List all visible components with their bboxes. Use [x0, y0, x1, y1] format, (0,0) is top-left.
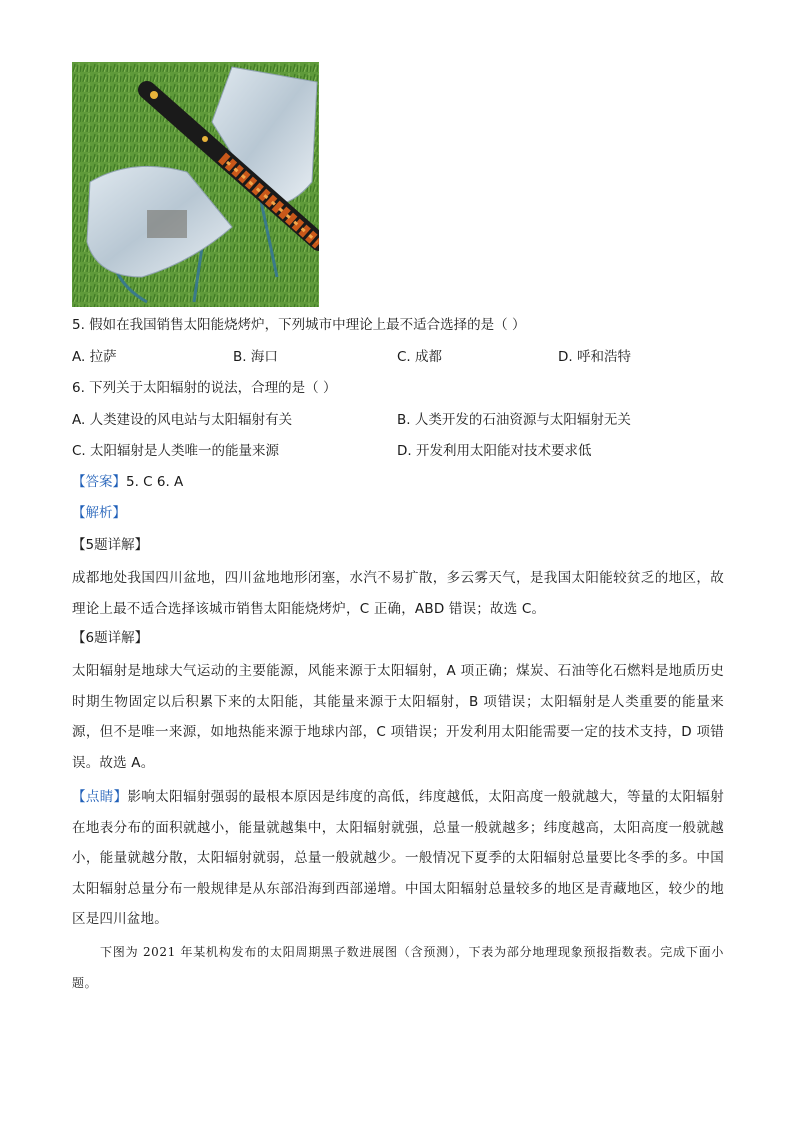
question-6-stem: 6. 下列关于太阳辐射的说法，合理的是（ ）: [72, 380, 337, 396]
detail-6-text: 太阳辐射是地球大气运动的主要能源，风能来源于太阳辐射，A 项正确；煤炭、石油等化石燃料是地质历史时期生物固定以后积累下来的太阳能，其能量来源于太阳辐射，B 项错误；太阳辐射是人类重要的能量来源，但不是唯一来源，如地热能来源于地球内部，C 项错误；开发利用太阳能需要一定的技术支持，D 项错误。故选 A。: [72, 663, 724, 771]
answer-text: 5. C 6. A: [126, 474, 184, 490]
q6-option-b: B. 人类开发的石油资源与太阳辐射无关: [397, 412, 631, 428]
analysis-tag: 【解析】: [72, 505, 126, 521]
detail-5-title: 【5题详解】: [72, 537, 149, 553]
q6-option-c: C. 太阳辐射是人类唯一的能量来源: [72, 443, 280, 459]
q5-option-c: C. 成都: [397, 349, 443, 365]
detail-5-text: 成都地处我国四川盆地，四川盆地地形闭塞，水汽不易扩散，多云雾天气，是我国太阳能较贫乏的地区，故理论上最不适合选择该城市销售太阳能烧烤炉，C 正确，ABD 错误；故选 C。: [72, 570, 724, 617]
q5-option-d: D. 呼和浩特: [558, 349, 631, 365]
q6-option-d: D. 开发利用太阳能对技术要求低: [397, 443, 592, 459]
q5-option-b: B. 海口: [233, 349, 278, 365]
answer-line: [72, 473, 183, 491]
answer-tag: 【答案】: [72, 474, 126, 490]
tips-text: 影响太阳辐射强弱的最根本原因是纬度的高低，纬度越低，太阳高度一般就越大，等量的太阳辐射在地表分布的面积就越小，能量就越集中，太阳辐射就强，总量一般就越多；纬度越高，太阳高度一般就越小，能量就越分散，太阳辐射就弱，总量一般就越少。一般情况下夏季的太阳辐射总量要比冬季的多。中国太阳辐射总量分布一般规律是从东部沿海到西部递增。中国太阳辐射总量较多的地区是青藏地区，较少的地区是四川盆地。: [72, 789, 724, 927]
intro-paragraph: 下图为 2021 年某机构发布的太阳周期黑子数进展图（含预测），下表为部分地理现象预报指数表。完成下面小题。: [72, 945, 724, 990]
tips-tag: 【点睛】: [72, 789, 128, 805]
tips-paragraph: [72, 782, 724, 935]
solar-cooker-photo: [72, 62, 319, 307]
q6-option-a: A. 人类建设的风电站与太阳辐射有关: [72, 412, 293, 428]
q5-option-a: A. 拉萨: [72, 349, 117, 365]
question-5-stem: 5. 假如在我国销售太阳能烧烤炉，下列城市中理论上最不适合选择的是（ ）: [72, 317, 526, 333]
detail-6-title: 【6题详解】: [72, 630, 149, 646]
